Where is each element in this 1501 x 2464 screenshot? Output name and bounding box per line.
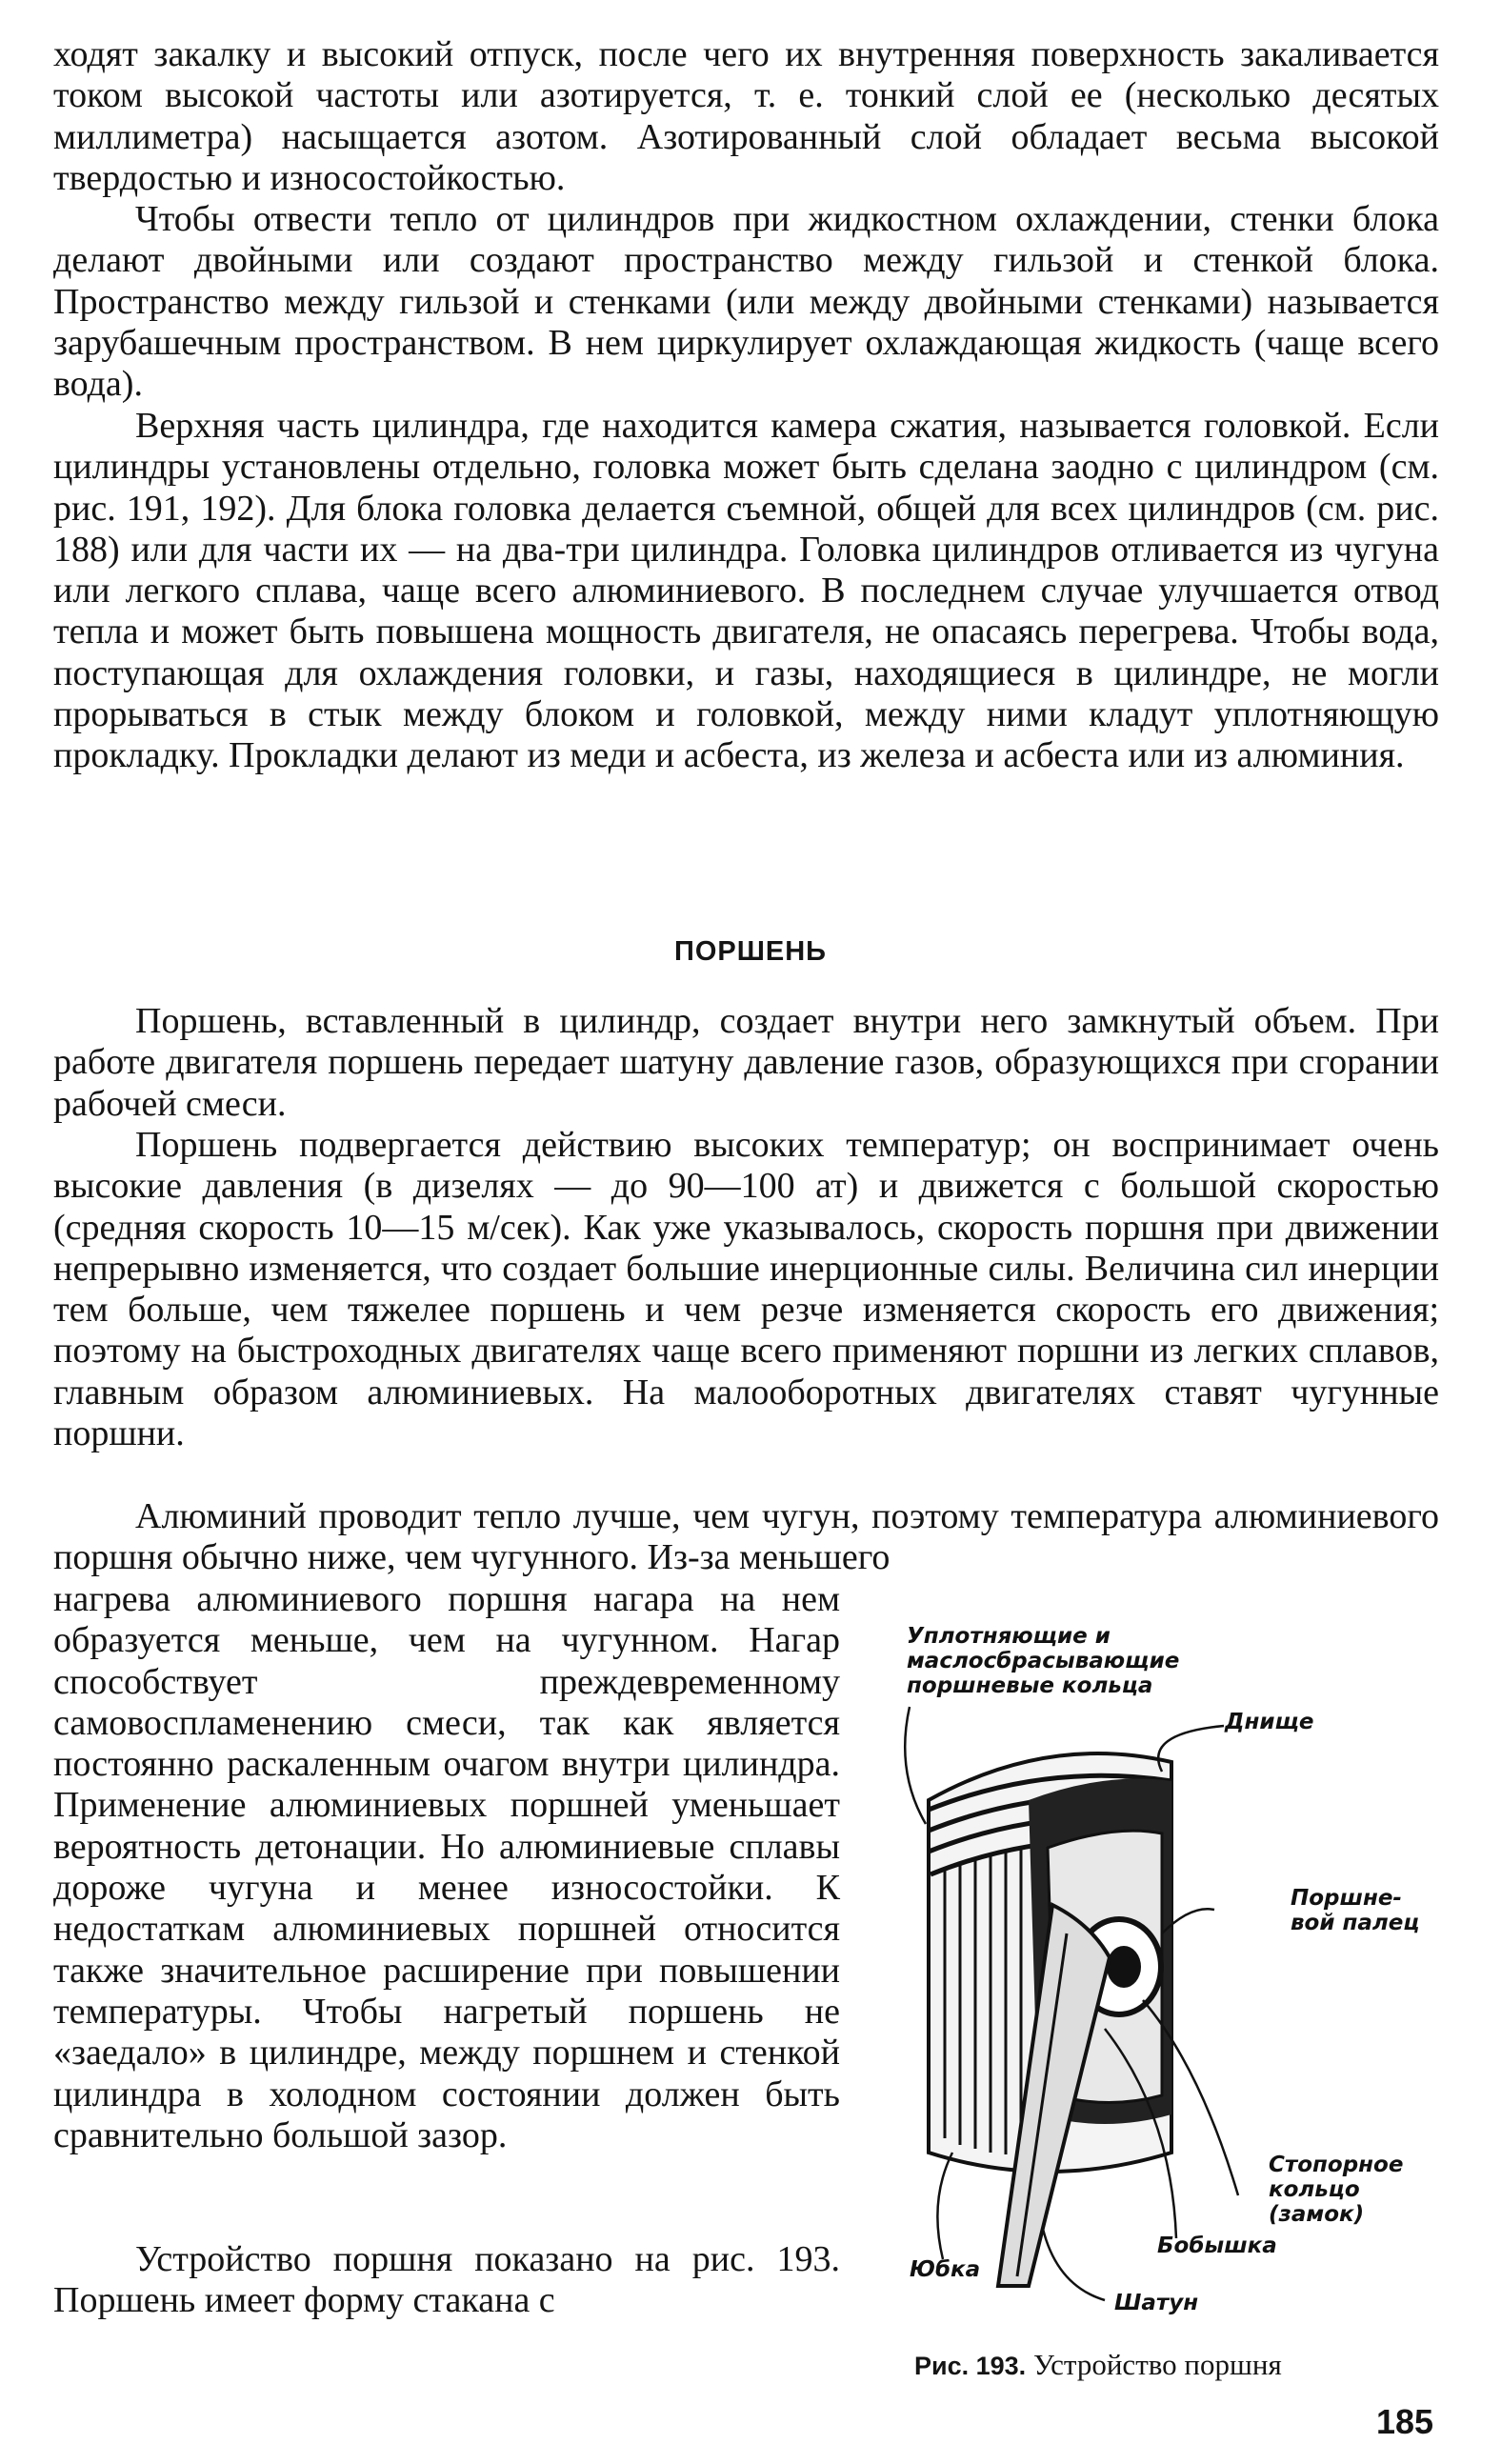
figure-caption-number: Рис. 193.: [914, 2352, 1027, 2380]
paragraph-piston-intro: Поршень, вставленный в цилиндр, создает внутри него замкнутый объем. При работе двигателя поршень передает шатуну давление газов, образующихся при сгорании рабочей смеси.: [53, 1001, 1439, 1124]
label-crown: Днище: [1225, 1710, 1314, 1734]
page-number: 185: [1376, 2402, 1434, 2441]
paragraph-hardening: ходят закалку и высокий отпуск, после чего их внутренняя поверхность закаливается током высокой частоты или азотируется, т. е. тонкий слой ее (несколько десятых миллиметра) насыщается азотом. Азотированный слой обладает весьма высокой твердостью и износостойкостью.: [53, 34, 1439, 198]
label-lock-ring: Стопорное кольцо (замок): [1269, 2153, 1404, 2227]
section-heading: ПОРШЕНЬ: [673, 936, 827, 967]
paragraph-aluminium: Алюминий проводит тепло лучше, чем чугун, поэтому температура алюминиевого поршня обычно ниже, чем чугунного. Из-за меньшего: [53, 1496, 1439, 1578]
label-rings: Уплотняющие и маслосбрасывающие поршневые кольца: [907, 1624, 1180, 1698]
figure-caption: [914, 2348, 1282, 2382]
label-rod: Шатун: [1114, 2291, 1199, 2315]
label-skirt: Юбка: [910, 2257, 981, 2282]
paragraph-cylinder-head: Верхняя часть цилиндра, где находится камера сжатия, называется головкой. Если цилиндры установлены отдельно, головка может быть сделана заодно с цилиндром (см. рис. 191, 192). Для блока головка делается съемной, общей для всех цилиндров (см. рис. 188) или для части их — на два-три цилиндра. Головка цилиндров отливается из чугуна или легкого сплава, чаще всего алюминиевого. В последнем случае улучшается отвод тепла и может быть повышена мощность двигателя, не опасаясь перегрева. Чтобы вода, поступающая для охлаждения головки, и газы, находящиеся в цилиндре, не могли прорываться в стык между блоком и головкой, между ними кладут уплотняющую прокладку. Прокладки делают из меди и асбеста, из железа и асбеста или из алюминия.: [53, 406, 1439, 776]
label-boss: Бобышка: [1157, 2234, 1277, 2258]
paragraph-aluminium-cont: нагрева алюминиевого поршня нагара на нем образуется меньше, чем на чугунном. Нагар способствует преждевременному самовоспламенению смеси, так как является постоянно раскаленным очагом внутри цилиндра. Применение алюминиевых поршней уменьшает вероятность детонации. Но алюминиевые сплавы дороже чугуна и менее износостойки. К недостаткам алюминиевых поршней относится также значительное расширение при повышении температуры. Чтобы нагретый поршень не «заедало» в цилиндре, между поршнем и стенкой цилиндра в холодном состоянии должен быть сравнительно большой зазор.: [53, 1579, 840, 2155]
figure-caption-text: Устройство поршня: [1032, 2348, 1282, 2381]
label-piston-pin: Поршне- вой палец: [1291, 1886, 1420, 1935]
piston-figure: [886, 1619, 1448, 2362]
paragraph-cooling: Чтобы отвести тепло от цилиндров при жидкостном охлаждении, стенки блока делают двойными или создают пространство между гильзой и стенкой блока. Пространство между гильзой и стенками (или между двойными стенками) называется зарубашечным пространством. В нем циркулирует охлаждающая жидкость (чаще всего вода).: [53, 199, 1439, 405]
paragraph-piston-loads: Поршень подвергается действию высоких температур; он воспринимает очень высокие давления (в дизелях — до 90—100 ат) и движется с большой скоростью (средняя скорость 10—15 м/сек). Как уже указывалось, скорость поршня при движении непрерывно изменяется, что создает большие инерционные силы. Величина сил инерции тем больше, чем тяжелее поршень и чем резче изменяется скорость его движения; поэтому на быстроходных двигателях чаще всего применяют поршни из легких сплавов, главным образом алюминиевых. На малооборотных двигателях ставят чугунные поршни.: [53, 1125, 1439, 1454]
paragraph-piston-design: Устройство поршня показано на рис. 193. Поршень имеет форму стакана с: [53, 2239, 840, 2321]
